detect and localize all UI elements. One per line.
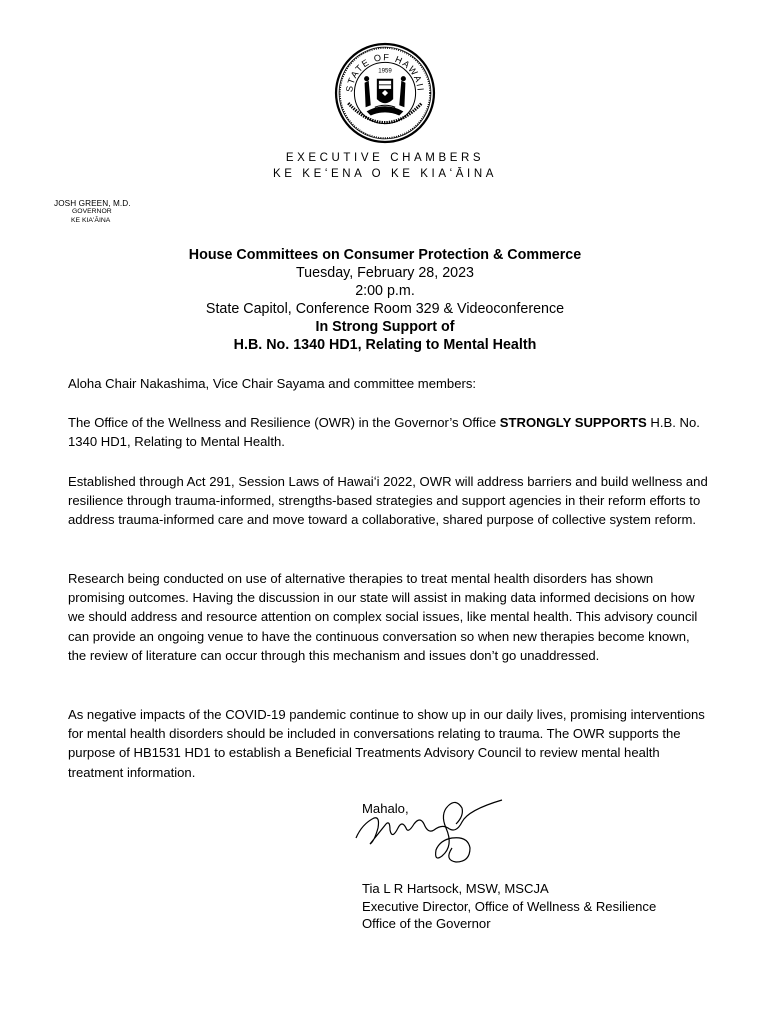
hearing-date: Tuesday, February 28, 2023: [295, 265, 475, 281]
governor-title: GOVERNOR: [72, 208, 112, 215]
signer-name: Tia L R Hartsock, MSW, MSCJA: [362, 881, 549, 896]
governor-title-hawaiian: KE KIAʻĀINA: [71, 216, 111, 224]
signer-office: Office of the Governor: [362, 916, 491, 931]
executive-chambers-line: EXECUTIVE CHAMBERS: [285, 152, 485, 164]
svg-text:STATE OF HAWAII: STATE OF HAWAII: [344, 52, 426, 93]
paragraph-covid: As negative impacts of the COVID-19 pandemic continue to show up in our daily lives, promising interventions for mental health disorders should be included in conversations relating to trauma. The OWR supports the purpose of HB1531 HD1 to establish a Beneficial Treatments Advisory Council to review mental health treatment information.: [68, 707, 705, 780]
hearing-time: 2:00 p.m.: [355, 283, 415, 299]
support-text-before: The Office of the Wellness and Resilience (OWR) in the Governor’s Office: [68, 415, 500, 430]
executive-chambers-hawaiian-line: KE KEʻENA O KE KIAʻĀINA: [272, 168, 498, 180]
strongly-supports-text: STRONGLY SUPPORTS: [499, 415, 647, 430]
bill-title: H.B. No. 1340 HD1, Relating to Mental Health: [233, 337, 537, 353]
paragraph-support: [68, 413, 708, 451]
salutation: Aloha Chair Nakashima, Vice Chair Sayama and committee members:: [68, 376, 477, 391]
position-statement: In Strong Support of: [315, 319, 455, 335]
state-seal-icon: [334, 42, 436, 144]
paragraph-research: Research being conducted on use of alternative therapies to treat mental health disorders has shown promising outcomes. Having the discussion in our state will assist in making data informed decisions on how we should address and resource attention on complex social issues, like mental health. This advisory council can provide an ongoing venue to have the continuous conversation so when new therapies become known, the review of literature can occur through this mechanism and issues don’t go unaddressed.: [68, 571, 698, 663]
svg-text:1959: 1959: [378, 67, 392, 75]
support-text-after: H.B. No. 1340 HD1, Relating to Mental Health.: [68, 415, 700, 450]
paragraph-established: Established through Act 291, Session Laws of Hawaiʻi 2022, OWR will address barriers and build wellness and resilience through trauma-informed, strengths-based strategies and support agencies in their reform efforts to address trauma-informed care and move toward a collaborative, shared purpose of collective system reform.: [68, 474, 708, 528]
signature-icon: [352, 794, 512, 866]
committee-name: House Committees on Consumer Protection & Commerce: [188, 247, 582, 263]
closing: Mahalo,: [362, 801, 409, 816]
hearing-location: State Capitol, Conference Room 329 & Videoconference: [205, 301, 565, 317]
signer-title: Executive Director, Office of Wellness & Resilience: [362, 898, 657, 914]
signer-block: [362, 880, 656, 933]
governor-name: JOSH GREEN, M.D.: [54, 199, 131, 208]
governor-block: [54, 199, 154, 225]
testimony-heading: [0, 246, 770, 354]
